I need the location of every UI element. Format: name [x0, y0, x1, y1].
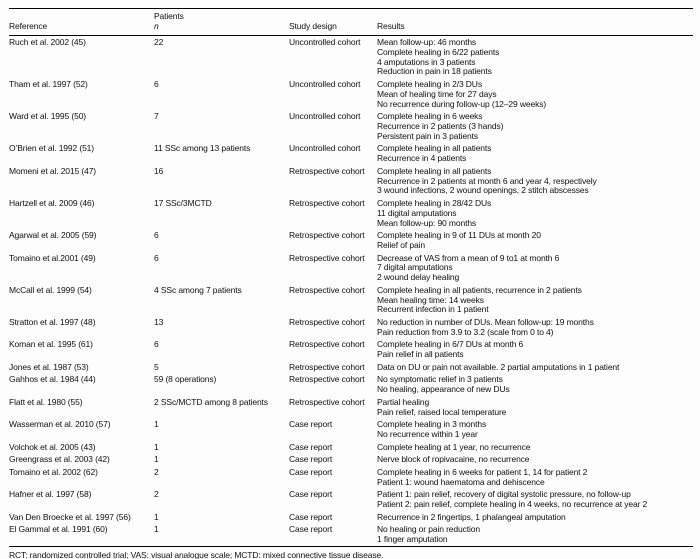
result-line: No symptomatic relief in 3 patients [377, 374, 503, 385]
result-line: Mean follow-up: 46 months [377, 37, 477, 48]
reference-cell: McCall et al. 1999 (54) [9, 284, 92, 295]
result-line: Recurrence in 2 patients at month 6 and year 4, respectively [377, 175, 597, 186]
study-design-cell: Retrospective cohort [289, 165, 365, 176]
results-cell [377, 111, 693, 143]
result-line: Pain relief in all patients [377, 349, 464, 360]
table-row [9, 198, 693, 230]
header-patients-word: Patients [154, 11, 184, 21]
table-row [9, 361, 693, 374]
result-line: Reduction in pain in 18 patients [377, 66, 492, 77]
patients-cell: 11 SSc among 13 patients [154, 143, 251, 154]
patients-cell: 7 [154, 111, 159, 122]
reference-cell: Volchok et al. 2005 (43) [9, 441, 96, 452]
result-line: Partial healing [377, 396, 430, 407]
result-line: No recurrence during follow-up (12–29 weeks) [377, 98, 547, 109]
result-line: Patient 1: wound haematoma and dehiscence [377, 476, 545, 487]
patients-cell: 16 [154, 165, 164, 176]
result-line: Decrease of VAS from a mean of 9 to1 at month 6 [377, 252, 560, 263]
result-line: Recurrence in 4 patients [377, 153, 467, 164]
reference-cell: Hartzell et al. 2009 (46) [9, 198, 95, 209]
study-design-cell: Uncontrolled cohort [289, 79, 361, 90]
result-line: Complete healing in 2/3 DUs [377, 79, 482, 90]
result-line: 2 wound delay healing [377, 272, 460, 283]
study-design-cell: Uncontrolled cohort [289, 37, 361, 48]
reference-cell: Jones et al. 1987 (53) [9, 361, 89, 372]
study-design-cell: Retrospective cohort [289, 198, 365, 209]
result-line: 1 finger amputation [377, 533, 448, 544]
patients-cell: 1 [154, 454, 159, 465]
results-table [9, 8, 693, 547]
study-design-cell: Retrospective cohort [289, 230, 365, 241]
table-row [9, 284, 693, 316]
reference-cell: Ruch et al. 2002 (45) [9, 37, 86, 48]
table-row [9, 35, 693, 78]
results-cell [377, 143, 693, 165]
result-line: Recurrence in 2 patients (3 hands) [377, 121, 504, 132]
study-design-cell: Retrospective cohort [289, 339, 365, 350]
results-cell [377, 198, 693, 230]
table-row [9, 165, 693, 197]
patients-cell: 1 [154, 441, 159, 452]
result-line: 7 digital amputations [377, 262, 453, 273]
study-design-cell: Case report [289, 419, 333, 430]
reference-cell: Tomaino et al.2001 (49) [9, 252, 96, 263]
patients-cell: 6 [154, 252, 159, 263]
study-design-cell: Retrospective cohort [289, 374, 365, 385]
table-header [9, 9, 693, 36]
result-line: No healing, appearance of new DUs [377, 384, 510, 395]
results-cell [377, 361, 693, 374]
table-row [9, 143, 693, 165]
reference-cell: Ward et al. 1995 (50) [9, 111, 87, 122]
table-row [9, 374, 693, 396]
reference-cell: Agarwal et al. 2005 (59) [9, 230, 97, 241]
results-cell [377, 441, 693, 454]
result-line: Relief of pain [377, 240, 425, 251]
patients-cell: 2 SSc/MCTD among 8 patients [154, 396, 268, 407]
result-line: 11 digital amputations [377, 207, 457, 218]
table-row [9, 339, 693, 361]
result-line: Complete healing in 6/22 patients [377, 46, 500, 57]
results-cell [377, 79, 693, 111]
reference-cell: Tham et al. 1997 (52) [9, 79, 88, 90]
results-cell [377, 454, 693, 467]
results-cell [377, 524, 693, 547]
result-line: Complete healing in 9 of 11 DUs at month 20 [377, 230, 541, 241]
reference-cell: Tomaino et al. 2002 (62) [9, 466, 98, 477]
result-line: Complete healing in 28/42 DUs [377, 198, 492, 209]
result-line: Patient 1: pain relief, recovery of digital systolic pressure, no follow-up [377, 489, 631, 500]
patients-cell: 17 SSc/3MCTD [154, 198, 212, 209]
result-line: Recurrence in 2 fingertips, 1 phalangeal amputation [377, 511, 566, 522]
patients-cell: 13 [154, 316, 164, 327]
table-row [9, 441, 693, 454]
table-row [9, 111, 693, 143]
study-design-cell: Case report [289, 524, 333, 535]
result-line: Complete healing in 6 weeks for patient 1, 14 for patient 2 [377, 466, 588, 477]
table-row [9, 524, 693, 547]
patients-cell: 6 [154, 230, 159, 241]
result-line: Mean follow-up: 90 months [377, 217, 477, 228]
table-row [9, 79, 693, 111]
result-line: Mean of healing time for 27 days [377, 88, 497, 99]
result-line: Complete healing in all patients, recurrence in 2 patients [377, 284, 582, 295]
patients-cell: 2 [154, 489, 159, 500]
reference-cell: Flatt et al. 1980 (55) [9, 396, 83, 407]
patients-cell: 59 (8 operations) [154, 374, 217, 385]
reference-cell: Greengrass et al. 2003 (42) [9, 454, 110, 465]
study-design-cell: Uncontrolled cohort [289, 143, 361, 154]
table-row [9, 419, 693, 441]
study-design-cell: Retrospective cohort [289, 361, 365, 372]
study-design-cell: Retrospective cohort [289, 284, 365, 295]
result-line: No healing or pain reduction [377, 524, 480, 535]
study-design-cell: Case report [289, 454, 333, 465]
header-reference: Reference [9, 9, 154, 36]
header-study-design: Study design [289, 9, 377, 36]
result-line: Complete healing in 3 months [377, 419, 487, 430]
patients-cell: 2 [154, 466, 159, 477]
study-design-cell: Uncontrolled cohort [289, 111, 361, 122]
results-table-body [9, 35, 693, 546]
study-design-cell: Case report [289, 466, 333, 477]
result-line: Complete healing in all patients [377, 165, 492, 176]
patients-cell: 5 [154, 361, 159, 372]
result-line: Mean healing time: 14 weeks [377, 294, 484, 305]
reference-cell: Momeni et al. 2015 (47) [9, 165, 97, 176]
patients-cell: 1 [154, 511, 159, 522]
reference-cell: Koman et al. 1995 (61) [9, 339, 93, 350]
reference-cell: Gahhos et al. 1984 (44) [9, 374, 96, 385]
reference-cell: Van Den Broecke et al. 1997 (56) [9, 511, 131, 522]
results-cell [377, 252, 693, 284]
result-line: Pain reduction from 3.9 to 3.2 (scale from 0 to 4) [377, 326, 554, 337]
results-cell [377, 230, 693, 252]
table-row [9, 316, 693, 338]
reference-cell: Stratton et al. 1997 (48) [9, 316, 96, 327]
reference-cell: Hafner et al. 1997 (58) [9, 489, 92, 500]
study-design-cell: Retrospective cohort [289, 396, 365, 407]
study-design-cell: Case report [289, 441, 333, 452]
study-design-cell: Case report [289, 489, 333, 500]
study-design-cell: Retrospective cohort [289, 316, 365, 327]
result-line: Complete healing at 1 year, no recurrence [377, 441, 531, 452]
patients-cell: 1 [154, 419, 159, 430]
header-patients [154, 9, 289, 36]
results-cell [377, 374, 693, 396]
patients-cell: 6 [154, 339, 159, 350]
result-line: Persistent pain in 3 patients [377, 130, 478, 141]
result-line: Recurrent infection in 1 patient [377, 304, 489, 315]
result-line: Complete healing in all patients [377, 143, 492, 154]
results-cell [377, 316, 693, 338]
results-cell [377, 165, 693, 197]
result-line: No recurrence within 1 year [377, 428, 478, 439]
table-row [9, 466, 693, 488]
patients-cell: 4 SSc among 7 patients [154, 284, 242, 295]
results-cell [377, 466, 693, 488]
result-line: Nerve block of ropivacaine, no recurrence [377, 454, 530, 465]
header-row [9, 9, 693, 36]
result-line: Complete healing in 6 weeks [377, 111, 483, 122]
study-design-cell: Case report [289, 511, 333, 522]
reference-cell: O’Brien et al. 1992 (51) [9, 143, 95, 154]
header-patients-n: n [154, 20, 159, 31]
table-row [9, 511, 693, 524]
result-line: Data on DU or pain not available. 2 partial amputations in 1 patient [377, 361, 620, 372]
results-cell [377, 396, 693, 418]
result-line: 3 wound infections, 2 wound openings, 2 stitch abscesses [377, 185, 589, 196]
result-line: Pain relief, raised local temperature [377, 406, 507, 417]
results-cell [377, 339, 693, 361]
result-line: Patient 2: pain relief, complete healing in 4 weeks, no recurrence at year 2 [377, 498, 648, 509]
table-row [9, 489, 693, 511]
table-footnote: RCT: randomized controlled trial; VAS: visual analogue scale; MCTD: mixed connective tissue disease. [9, 549, 384, 559]
results-cell [377, 511, 693, 524]
reference-cell: El Gammal et al. 1991 (60) [9, 524, 108, 535]
patients-cell: 6 [154, 79, 159, 90]
results-cell [377, 284, 693, 316]
results-cell [377, 489, 693, 511]
table-row [9, 454, 693, 467]
reference-cell: Wasserman et al. 2010 (57) [9, 419, 111, 430]
patients-cell: 1 [154, 524, 159, 535]
header-results: Results [377, 9, 693, 36]
result-line: 4 amputations in 3 patients [377, 56, 476, 67]
results-cell [377, 35, 693, 78]
study-design-cell: Retrospective cohort [289, 252, 365, 263]
table-row [9, 230, 693, 252]
result-line: Complete healing in 6/7 DUs at month 6 [377, 339, 524, 350]
results-cell [377, 419, 693, 441]
patients-cell: 22 [154, 37, 164, 48]
table-row [9, 396, 693, 418]
table-row [9, 252, 693, 284]
result-line: No reduction in number of DUs. Mean follow-up: 19 months [377, 316, 594, 327]
